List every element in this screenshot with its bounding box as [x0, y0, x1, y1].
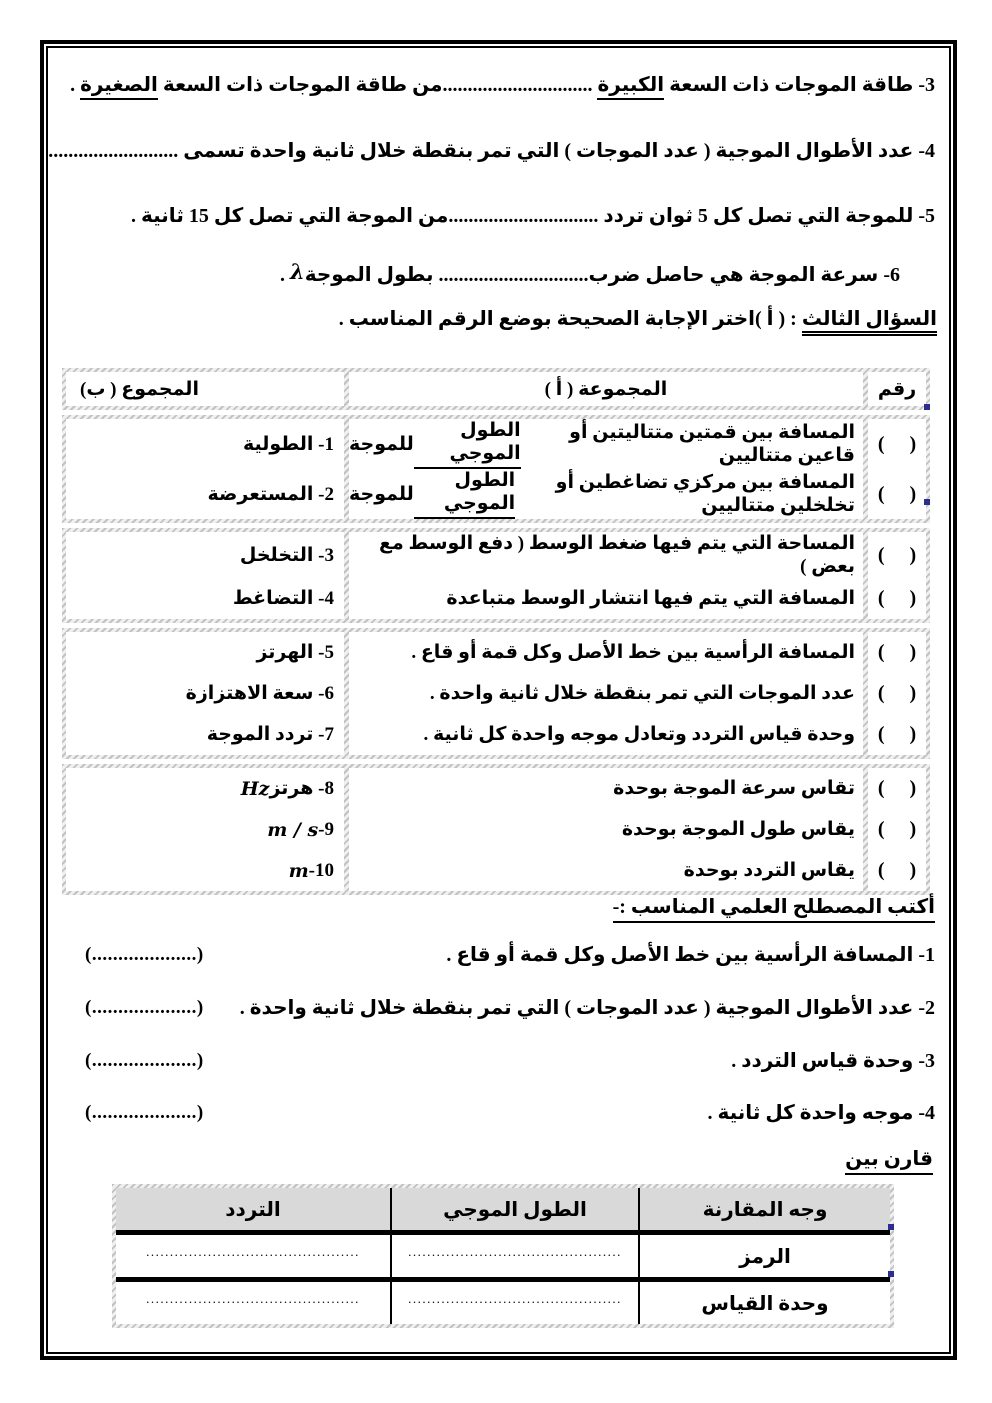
question-6 — [280, 259, 900, 287]
group-b-option — [66, 578, 344, 619]
row-text: المسافة بين مركزي تضاغطين أو تخلخلين متتاليين — [555, 472, 855, 516]
option-label: 2- المستعرضة — [207, 483, 334, 505]
header-group-b: المجموع ( ب) — [66, 372, 344, 406]
option-label: 5- الهرتز — [256, 642, 334, 663]
underlined-term: الطول الموجي — [414, 469, 515, 519]
term-text: 3- وحدة قياس التردد . — [731, 1050, 935, 1072]
answer-parentheses[interactable]: ( ) — [868, 578, 926, 619]
option-label: 7- تردد الموجة — [206, 724, 334, 745]
group-b-option — [66, 419, 344, 469]
answer-blank[interactable]: .............................. — [438, 264, 589, 286]
row-text: عدد الموجات التي تمر بنقطة خلال ثانية واحدة . — [429, 683, 855, 704]
page-content — [48, 48, 949, 1352]
row-text: يقاس طول الموجة بوحدة — [621, 819, 855, 840]
option-label: 10- — [308, 859, 334, 881]
question-number: 3- — [913, 74, 935, 96]
table-row — [66, 850, 926, 891]
header-frequency: التردد — [225, 1198, 281, 1221]
group-b-option — [66, 809, 344, 850]
table-row — [66, 469, 926, 519]
unit-symbol: Hz — [240, 777, 270, 800]
term-answer-blank[interactable]: (....................) — [85, 1101, 204, 1123]
dotted-line: ............................................. — [146, 1244, 360, 1259]
answer-parentheses[interactable]: ( ) — [868, 714, 926, 755]
question-number: 4- — [913, 140, 935, 162]
answer-cell[interactable] — [116, 1282, 390, 1324]
matching-group-3 — [62, 628, 930, 759]
header-number-column: رقم — [868, 372, 926, 406]
group-b-option — [66, 768, 344, 809]
option-label: 4- التضاغط — [232, 588, 334, 609]
table-header-row — [66, 372, 926, 406]
lambda-symbol: λ — [290, 259, 305, 284]
question-number: 6- — [878, 264, 900, 286]
answer-parentheses[interactable]: ( ) — [868, 469, 926, 519]
underlined-word: الكبيرة — [597, 74, 664, 100]
section-title-underlined: أكتب المصطلح العلمي المناسب :- — [613, 896, 935, 923]
group-b-option — [66, 532, 344, 578]
row-text: للموجة — [349, 483, 414, 505]
answer-parentheses[interactable]: ( ) — [868, 768, 926, 809]
row-text: المسافة الرأسية بين خط الأصل وكل قمة أو قاع . — [411, 642, 855, 663]
answer-cell[interactable] — [390, 1235, 638, 1277]
section-title-underlined: قارن بين — [845, 1148, 933, 1175]
row-text: للموجة — [349, 433, 414, 455]
dotted-line: ............................................. — [408, 1291, 622, 1306]
comparison-row-unit — [116, 1282, 890, 1324]
term-text: 1- المسافة الرأسية بين خط الأصل وكل قمة أو قاع . — [446, 944, 935, 966]
term-text: 2- عدد الأطوال الموجية ( عدد الموجات ) التي تمر بنقطة خلال ثانية واحدة . — [239, 997, 935, 1019]
table-row — [66, 578, 926, 619]
option-label: 1- الطولية — [242, 433, 334, 455]
term-item-1 — [85, 942, 935, 967]
group-a-text — [349, 850, 863, 891]
question-4 — [48, 138, 935, 163]
answer-blank[interactable]: .............................. — [442, 74, 598, 96]
answer-blank[interactable]: .......................... — [48, 140, 179, 162]
comparison-table — [112, 1184, 894, 1328]
table-anchor-artifact — [924, 499, 930, 505]
group-a-text — [349, 768, 863, 809]
group-a-text — [349, 673, 863, 714]
row-text: تقاس سرعة الموجة بوحدة — [613, 778, 855, 799]
section-title-terms — [613, 894, 935, 919]
answer-blank[interactable]: .............................. — [448, 205, 599, 227]
page-border-inner — [46, 46, 951, 1354]
group-a-text — [349, 419, 863, 469]
matching-group-2 — [62, 528, 930, 623]
matching-table-header-block — [62, 368, 930, 410]
table-row — [66, 632, 926, 673]
table-anchor-artifact — [888, 1224, 894, 1230]
group-a-text — [349, 578, 863, 619]
unit-symbol: m — [288, 859, 309, 882]
term-answer-blank[interactable]: (....................) — [85, 943, 204, 965]
term-item-2 — [85, 995, 935, 1020]
answer-cell[interactable] — [116, 1235, 390, 1277]
question-5 — [131, 203, 935, 228]
question-3 — [70, 72, 935, 97]
answer-parentheses[interactable]: ( ) — [868, 673, 926, 714]
section-title-compare — [845, 1146, 933, 1171]
page-border — [40, 40, 957, 1360]
group-a-text — [349, 809, 863, 850]
row-text: المسافة بين قمتين متتاليتين أو قاعين متتاليين — [569, 422, 855, 466]
header-comparison-aspect: وجه المقارنة — [638, 1188, 890, 1230]
group-b-option — [66, 850, 344, 891]
table-row — [66, 532, 926, 578]
row-text: المساحة التي يتم فيها ضغط الوسط ( دفع الوسط مع بعض ) — [379, 533, 855, 577]
question-text: بطول الموجة — [304, 264, 439, 286]
table-anchor-artifact — [924, 404, 930, 410]
group-a-text — [349, 632, 863, 673]
question-text: طاقة الموجات ذات السعة — [664, 74, 914, 96]
term-answer-blank[interactable]: (....................) — [85, 996, 204, 1018]
group-b-option — [66, 469, 344, 519]
table-row — [66, 673, 926, 714]
answer-parentheses[interactable]: ( ) — [868, 632, 926, 673]
table-row — [66, 714, 926, 755]
question-text: من الموجة التي تصل كل 15 ثانية . — [131, 205, 449, 227]
answer-parentheses[interactable]: ( ) — [868, 532, 926, 578]
group-b-option — [66, 714, 344, 755]
table-row — [66, 768, 926, 809]
header-wavelength: الطول الموجي — [390, 1188, 638, 1230]
comparison-row-symbol — [116, 1235, 890, 1282]
option-label: 8- هرتز — [269, 778, 334, 799]
section-title-underlined: السؤال الثالث — [802, 308, 937, 336]
row-text: يقاس التردد بوحدة — [683, 860, 855, 881]
group-a-text — [349, 469, 863, 519]
row-text: وحدة قياس التردد وتعادل موجه واحدة كل ثانية . — [423, 724, 855, 745]
matching-group-4 — [62, 764, 930, 895]
option-label: 9- — [318, 818, 334, 840]
question-text: . — [280, 264, 291, 286]
unit-symbol: m / s — [267, 818, 319, 841]
dotted-line: ............................................. — [408, 1244, 622, 1259]
matching-group-1 — [62, 415, 930, 523]
group-a-text — [349, 714, 863, 755]
term-answer-blank[interactable]: (....................) — [85, 1049, 204, 1071]
underlined-term: الطول الموجي — [414, 419, 521, 469]
term-text: 4- موجه واحدة كل ثانية . — [707, 1102, 935, 1124]
answer-parentheses[interactable]: ( ) — [868, 419, 926, 469]
option-label: 6- سعة الاهتزازة — [185, 683, 334, 704]
group-a-text — [349, 532, 863, 578]
header-group-a: المجموعة ( أ ) — [349, 372, 863, 406]
option-label: 3- التخلخل — [239, 544, 334, 566]
row-label: الرمز — [638, 1235, 890, 1277]
answer-cell[interactable] — [390, 1282, 638, 1324]
comparison-header-row — [116, 1188, 890, 1235]
question-text: سرعة الموجة هي حاصل ضرب — [588, 264, 879, 286]
matching-table — [62, 368, 930, 900]
section-title-question-three — [339, 306, 937, 331]
term-item-3 — [85, 1048, 935, 1073]
table-row — [66, 419, 926, 469]
question-text: للموجة التي تصل كل 5 ثوان تردد — [598, 205, 914, 227]
question-number: 5- — [913, 205, 935, 227]
table-anchor-artifact — [888, 1271, 894, 1277]
answer-parentheses[interactable]: ( ) — [868, 809, 926, 850]
row-label: وحدة القياس — [638, 1282, 890, 1324]
table-row — [66, 809, 926, 850]
term-item-4 — [85, 1100, 935, 1125]
section-title-rest: : ( أ )اختر الإجابة الصحيحة بوضع الرقم المناسب . — [338, 308, 802, 330]
dotted-line: ............................................. — [146, 1291, 360, 1306]
underlined-word: الصغيرة — [80, 74, 158, 100]
row-text: المسافة التي يتم فيها انتشار الوسط متباعدة — [446, 588, 855, 609]
question-text: . — [70, 74, 81, 96]
group-b-option — [66, 632, 344, 673]
question-text: عدد الأطوال الموجية ( عدد الموجات ) التي تمر بنقطة خلال ثانية واحدة تسمى — [178, 140, 914, 162]
question-text: من طاقة الموجات ذات السعة — [157, 74, 443, 96]
answer-parentheses[interactable]: ( ) — [868, 850, 926, 891]
group-b-option — [66, 673, 344, 714]
